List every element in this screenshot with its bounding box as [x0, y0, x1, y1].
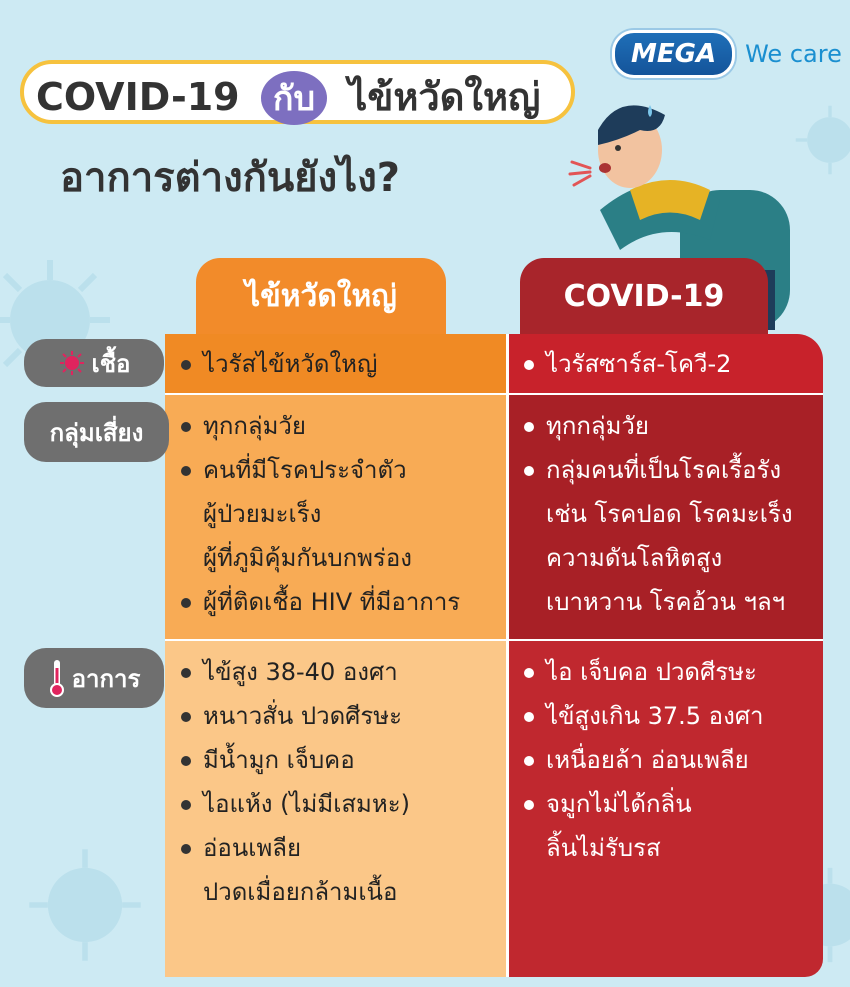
covid-risk-cell: [508, 394, 823, 640]
list-item: ไวรัสไข้หวัดใหญ่: [181, 344, 492, 384]
bullet-icon: [181, 360, 191, 370]
list-item-continuation: ผู้ป่วยมะเร็ง: [203, 500, 322, 528]
bullet-icon: [181, 466, 191, 476]
bullet-icon: [181, 800, 191, 810]
title-flu: ไข้หวัดใหญ่: [348, 75, 541, 119]
list-item: ทุกกลุ่มวัย: [524, 404, 807, 448]
flu-risk-cell: [165, 394, 508, 640]
bullet-icon: [181, 668, 191, 678]
list-item-continuation: ผู้ที่ภูมิคุ้มกันบกพร่อง: [203, 544, 412, 572]
column-divider: [506, 334, 509, 977]
bullet-icon: [181, 844, 191, 854]
page-title: [36, 66, 540, 127]
list-item-continuation: เช่น โรคปอด โรคมะเร็ง: [546, 500, 793, 528]
flu-pathogen-cell: [165, 334, 508, 394]
bullet-icon: [524, 756, 534, 766]
list-item: ไข้สูงเกิน 37.5 องศา: [524, 694, 807, 738]
bullet-icon: [181, 756, 191, 766]
bullet-icon: [181, 422, 191, 432]
row-divider: [165, 639, 823, 641]
list-item: ทุกกลุ่มวัย: [181, 404, 492, 448]
bullet-icon: [181, 598, 191, 608]
covid-pathogen-cell: [508, 334, 823, 394]
bullet-icon: [524, 422, 534, 432]
list-item: เหนื่อยล้า อ่อนเพลีย: [524, 738, 807, 782]
brand-logo: [612, 30, 842, 78]
flu-symptoms-cell: [165, 640, 508, 977]
bullet-icon: [524, 466, 534, 476]
virus-icon: [58, 349, 86, 377]
list-item: ผู้ที่ติดเชื้อ HIV ที่มีอาการ: [181, 580, 492, 624]
list-item: มีน้ำมูก เจ็บคอ: [181, 738, 492, 782]
list-item: จมูกไม่ได้กลิ่น: [524, 782, 807, 826]
row-label-symptoms: อาการ: [24, 648, 164, 708]
bullet-icon: [524, 668, 534, 678]
column-header-flu: ไข้หวัดใหญ่: [196, 258, 446, 334]
bullet-icon: [181, 712, 191, 722]
thermometer-icon: [48, 658, 66, 698]
row-divider: [165, 393, 823, 395]
bullet-icon: [524, 360, 534, 370]
list-item: ไวรัสซาร์ส-โควี-2: [524, 344, 807, 384]
list-item: ไอ เจ็บคอ ปวดศีรษะ: [524, 650, 807, 694]
list-item: อ่อนเพลีย: [181, 826, 492, 870]
title-connector: กับ: [261, 71, 327, 125]
bullet-icon: [524, 800, 534, 810]
covid-symptoms-cell: [508, 640, 823, 977]
list-item: หนาวสั่น ปวดศีรษะ: [181, 694, 492, 738]
page-subtitle: อาการต่างกันยังไง?: [60, 155, 400, 201]
column-header-covid: COVID-19: [520, 258, 768, 334]
bullet-icon: [524, 712, 534, 722]
row-label-pathogen: เชื้อ: [24, 339, 164, 387]
logo-brand: MEGA: [612, 30, 735, 78]
list-item-continuation: ความดันโลหิตสูง: [546, 544, 723, 572]
list-item-continuation: ปวดเมื่อยกล้ามเนื้อ: [203, 878, 398, 906]
list-item-continuation: เบาหวาน โรคอ้วน ฯลฯ: [546, 588, 786, 616]
list-item: คนที่มีโรคประจำตัว: [181, 448, 492, 492]
logo-tagline: We care: [745, 40, 842, 68]
list-item-continuation: ลิ้นไม่รับรส: [546, 834, 661, 862]
list-item: ไข้สูง 38-40 องศา: [181, 650, 492, 694]
background-virus-icon: [20, 840, 150, 970]
title-covid: COVID-19: [36, 75, 240, 119]
row-label-risk: กลุ่มเสี่ยง: [24, 402, 169, 462]
list-item: ไอแห้ง (ไม่มีเสมหะ): [181, 782, 492, 826]
list-item: กลุ่มคนที่เป็นโรคเรื้อรัง: [524, 448, 807, 492]
